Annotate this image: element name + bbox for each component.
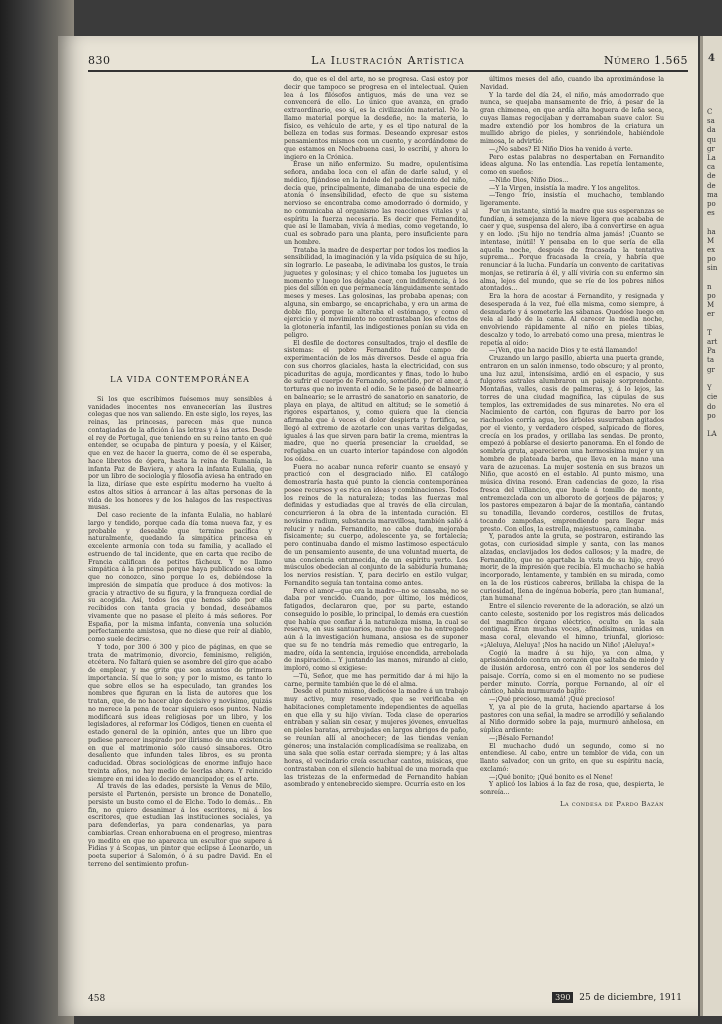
adjacent-text-fragment: da <box>707 126 716 135</box>
paragraph: Y aplicó los labios á la faz de rosa, que, despierta, le sonreía... <box>480 781 664 796</box>
paragraph: Y la tarde del día 24, el niño, más amodorrado que nunca, se quejaba mansamente de frío, á pesar de la gran chimenea, en que ardía alta hoguera de leña seca, cuyas llamas regocijaban y derramaban suave calor. Su madre extendió por los hombros de la criatura un mullido abrigo de pieles, y sonriéndole, habiéndole mimosa, le advirtió: <box>480 91 664 145</box>
publication-title: La Ilustración Artística <box>311 54 465 67</box>
adjacent-text-fragment: LA <box>707 430 717 439</box>
paragraph: Trataba la madre de despertar por todos los medios la sensibilidad, la imaginación y la vida psíquica de su hijo, sin lograrlo. Le paseaba, le adivinaba los gustos, le traía juguetes y golosinas; y el chico tomaba los juguetes un momento y luego los dejaba caer, con indiferencia, á los pies del sillón en que permanecía lánguidamente sentado meses y meses. Las golosinas, las probaba apenas; con alguna, sin embargo, se encaprichaba, y era un arma de doble filo, porque le alteraba el estómago, y como el ejercicio y el movimiento no contrastaban los efectos de la glotonería infantil, las indigestiones ponían su vida en peligro. <box>284 246 468 339</box>
adjacent-text-fragment: de <box>707 172 716 181</box>
adjacent-text-fragment <box>700 218 722 227</box>
paragraph: Y, ya al pie de la gruta, haciendo apartarse á los pastores con una señal, la madre se arrodilló y señalando al Niño dormido sobre la paja, murmuró anhelosa, en súplica ardiente: <box>480 703 664 734</box>
adjacent-text-fragment: gr <box>707 144 715 153</box>
paragraph: —¡Qué precioso, mamá! ¡Qué precioso! <box>489 696 616 703</box>
paragraph: Del caso reciente de la infanta Eulalia, no hablaré largo y tendido, porque cada día toma nueva faz, y es probable y deseable que termine pacífica y naturalmente, quedando la simpática princesa en excelente armonía con toda su familia, y acallado el estruendo de tal incidente, que en carta que recibo de Francia califican de petites fâcheux. Y no llamo simpática á la princesa porque haya publicado esa obra que no conozco, sino porque lo es, debiéndose la impresión de simpatía que produce á dos motivos: la gracia y atractivo de su figura, y la franqueza cordial de su acogida. Así, todos los que hemos sido por ella recibidos con tanta gracia y bondad, deseábamos vivamente que no pasase el pleito á más señores. Por España, por la misma infanta, convenía una solución perfectamente amistosa, que no diese que reír al diablo, como suele decirse. <box>88 512 272 643</box>
adjacent-text-fragment: T <box>707 328 712 337</box>
paragraph: Por un instante, sintió la madre que sus esperanzas se fundían, á semejanza de la nieve ligera que acababa de caer y que, suspensa del alero, iba á convertirse en agua y en lodo. ¡Su hijo no tendría alma jamás! ¡Cuanto se intentase, inútil! Y pensaba en lo que sería de ella aquella noche, después de fracasada la tentativa suprema... Porque fracasada la creía, y habría que renunciar á la lucha. Fundaría un convento de caritativas monjas, se retiraría á él, y allí viviría con su enfermo sin alma, lejos del mundo, que se ríe de los pobres niños atontados... <box>480 207 664 293</box>
adjacent-text-fragment: ta <box>707 356 714 365</box>
paragraph: Y, parados ante la gruta, se postraron, estirando las gotas, con curiosidad simple y santa, con las manos alzadas, enclavijados los dedos callosos; y la madre, de Fernandito, que no apartaba la vista de su hijo, creyó morir, de la impresión que recibía. El muchacho se había incorporado, lentamente, y también en su mirada, como en la de los rústicos cabreros, brillaba la chispa de la curiosidad, llena de ingénua bobería, pero ¡tan humana!, ¡tan humana! <box>480 533 664 603</box>
paragraph: Desde el punto mismo, dedicóse la madre á un trabajo muy activo, muy reservado, que se verificaba en habitaciones completamente independientes de aquellas en que ella y su hijo vivían. Toda clase de operarios entraban y salían sin cesar, y mujeres jóvenes, envueltas en pieles baratas, arrebujadas en largos abrigos de paño, se reunían allí al anochecer; de las tiendas venían géneros; una instalación complicadísima se realizaba, en una sala que solía estar cerrada siempre; y á las altas horas, el vecindario creía escuchar cantos, músicas, que contrastaban con el silencio habitual de una morada que las tristezas de la enfermedad de Fernandito habían asombrado y entenebrecido siempre. Ocurría esto en los <box>284 688 468 789</box>
page-number: 830 <box>88 54 111 67</box>
paragraph: —¡Bésalo Fernando! <box>489 734 554 742</box>
adjacent-text-fragment: cie <box>707 393 718 402</box>
adjacent-text-fragment: er <box>707 310 715 319</box>
text-column-3 <box>480 76 664 809</box>
adjacent-page-edge <box>700 36 722 1016</box>
adjacent-text-fragment: po <box>707 200 716 209</box>
paragraph: Cruzando un largo pasillo, abierta una puerta grande, entraron en un salón inmenso, todo obscuro; y al pronto, una luz azul, intensísima, ardió en el espacio, y sus fulgores astrales alumbraron un paisaje sorprendente. Montañas, valles, casis de palmeras, y, á lo lejos, las torres de una ciudad magnífica, las cúpulas de sus templos, las extremidades de sus minaretes. No era el Nacimiento de cartón, con figuras de barro por los riachuelos corría agua, los árboles susurraban agitados por el viento, y verdadero césped, salpicado de flores, crecía en los prados, y orillaba las sendas. De pronto, empezó á poblarse el desierto panorama. En el fondo de sombría gruta, aparecieron una hermosísima mujer y un hombre de plateada barba, que lleva en la mano una vara de azucenas. La mujer sostenía en sus brazos un Niño, que acostó en el establo. Al punto mismo, una música divina resonó. Eran cadencias de gozo, la risa fresca del villancico, que huele á tomillo de monte, entremezclada con un alboroto de gorjeos de pájaros; y los pastores empezaron á bajar de la montaña, cantando su tonadilla, llevando corderos, cestillos de frutas, tocando zampoñas, emprendiendo para llegar más presto. Con ellos, la estrella, majestuosa, caminaba. <box>480 355 664 533</box>
adjacent-text-fragment: es <box>707 209 715 218</box>
paragraph: Érase un niño enfermizo. Su madre, opulentísima señora, andaba loca con el afán de darle salud, y el médico, fijándose en la índole del padecimiento del niño, decía que, principalmente, dimanaba de una especie de atonía ó insensibilidad, efecto de que su sistema nervioso se encontraba como amodorrado ó dormido, y no comunicaba al organismo las reacciones vitales y al espíritu la fuerza necesaria. Es decir que Fernandito, que así le llamaban, vivía á medias, como vegetando, lo cual es sobrado para una planta, pero insuficiente para un hombre. <box>284 161 468 246</box>
adjacent-text-fragment: ha <box>707 227 716 236</box>
adjacent-text-fragment: qu <box>707 135 716 144</box>
adjacent-text-fragment: Pa <box>707 347 716 356</box>
paragraph: Fuera no acabar nunca referir cuanto se ensayó y practicó con el desgraciado niño. El catálogo demostraría hasta qué punto la ciencia contemporánea posee recursos y es rica en ideas y combinaciones. Todos los reinos de la naturaleza; todas las fuerzas mal definidas y estudiadas que al través de ella circulan, concurrieron á la obra de la intentada curación. El novísimo radium, substancia maravillosa, también salió á relucir y nada. Fernandito, no cabe duda, mejoraba físicamente; su cuerpo, adolescente ya, se fortalecía; pero continuaba dando el mismo lastimoso espectáculo de un pensamiento ausente, de una voluntad muerta, de una conciencia entumecida, de un espíritu yerto. Los músculos obedecían al conjunto de la sabiduría humana; los nervios resistían. Y, para decirlo en estilo vulgar, Fernandito seguía tan tontaina como antes. <box>284 463 468 587</box>
adjacent-text-fragment: do <box>707 402 716 411</box>
adjacent-text-fragment: gr <box>707 365 715 374</box>
adjacent-page-number: 4 <box>708 53 715 64</box>
issue-date: 25 de diciembre, 1911 <box>579 993 682 1003</box>
adjacent-text-fragment: de <box>707 181 716 190</box>
paragraph: Pero estas palabras no despertaban en Fernandito ideas alguna. No las entendía. Las repetía lentamente, como en sueños: <box>480 153 664 176</box>
adjacent-text-fragment <box>700 320 722 329</box>
text-column-1 <box>88 376 272 869</box>
page-header <box>88 52 688 72</box>
section-title: LA VIDA CONTEMPORÁNEA <box>110 375 250 384</box>
adjacent-text-fragment: La <box>707 154 716 163</box>
adjacent-text-fragment <box>700 421 722 430</box>
adjacent-text-fragment: Y <box>707 384 712 393</box>
paragraph: —¿No sabes? El Niño Dios ha venido á verte. <box>489 145 633 153</box>
paragraph: Y todo, por 300 ó 300 y pico de páginas, en que se trata de matrimonio, divorcio, feminismo, religión, etcétera. No faltará quien se asombre del giro que acabo de emplear, y me grite que son asuntos de primera importancia. Sí que lo son; y por lo mismo, es tanto lo que sobre ellos se ha especulado, tan grandes los nombres que figuran en la lista de autores que los tratan, que, de no hacer algo decisivo y novísimo, quizás no merece la pena de tocar siquiera esos puntos. Nadie modificará sus ideas religiosas por un libro, y los legisladores, al reformar los Códigos, tienen en cuenta el estado general de la opinión, antes que un libro que pudiese parecer inspirado por ilirismo de una existencia en que el matrimonio sólo causó sinsabores. Otro desaliento que infunden tales libros, es su pronta caducidad. Obras sociológicas de enorme influjo hace treinta años, no hay medio de leerlas ahora. Y reincido siempre en mi idea lo decido emancipador, es el arte. <box>88 643 272 783</box>
paragraph: Era la hora de acostar á Fernandito, y resignada y desesperada á la vez, fué ella misma, como siempre, á desnudarle y á someterle las sábanas. Quedóse luego en vela al lado de la cama. Al carecer la media noche, envolviendo rápidamente al niño en pieles tibias, descalzo y todo, lo arrebató como una presa, mientras le repetía al oído: <box>480 293 664 347</box>
adjacent-text-fragment: sin <box>707 264 718 273</box>
adjacent-text-fragment: po <box>707 411 716 420</box>
adjacent-text-fragment: art <box>707 338 718 347</box>
paragraph: —Niño Dios, Niño Dios... <box>489 176 569 184</box>
adjacent-text-fragment: po <box>707 255 716 264</box>
paragraph: —Tengo frío, insistía el muchacho, temblando ligeramente. <box>480 192 664 207</box>
paragraph: —¡Qué bonito; ¡Qué bonito es el Nene! <box>489 773 614 781</box>
paragraph: Cogió la madre á su hijo, ya con alma, y aprisionándolo contra un corazón que saltaba de miedo y de ilusión ardorosa, entró con él por los senderos del paisaje. Corría, como si en el momento no se pudiese perder minuto. Corría, porque Fernando, al oír el cántico, había murmurado bajito: <box>480 649 664 696</box>
adjacent-text-fragment: M <box>707 236 715 245</box>
adjacent-text-fragment: ca <box>707 163 716 172</box>
adjacent-text-fragment: sa <box>707 117 715 126</box>
page-gutter <box>700 36 703 1016</box>
adjacent-text-fragment: C <box>707 108 713 116</box>
page-folio: 458 <box>88 994 106 1004</box>
author-signature: La condesa de Pardo Bazán <box>559 799 664 808</box>
page-footer-date <box>552 992 682 1003</box>
paragraph: do, que es el del arte, no se progresa. Casi estoy por decir que tampoco se progresa en el intelectual. Quien lea á los filósofos antiguos, más de una vez se convencerá de ello. Lo único que avanza, en grado extraordinario, eso sí, es la civilización material. No la llamo material porque la desdeñe, no: la materia, lo físico, es vehículo de arte, y es el tipo natural de la belleza en todas sus formas. Deseando expresar estos pensamientos mismos con un cuento, y acordándome de que estamos en Nochebuena casi, lo escribí, y ahora lo ingiero en la Crónica. <box>284 76 468 161</box>
paragraph: —Y la Virgen, insistía la madre. Y los angelitos. <box>489 184 640 192</box>
paragraph: Al través de las edades, persiste la Venus de Milo, persiste el Partenón, persiste un bronce de Donatello, persiste un busto como el de Elche. Todo lo demás... En fin, no quiero desanimar á los escritores, ni á los escritores, que estudian las instituciones sociales, ya para defenderlas, ya para condenarlas, ya para cambiarlas. Crean enhorabuena en el progreso, mientras yo medito en que no aparezca un escultor que supere á Fidias y á Scopas, un pintor que eclipse á Leonardo, un poeta superior á Salomón, ó á su padre David. En el terreno del sentimiento profun- <box>88 783 272 868</box>
paragraph: últimos meses del año, cuando iba aproximándose la Navidad. <box>480 76 664 91</box>
folio-badge: 390 <box>552 992 573 1003</box>
paragraph: Pero el amor—que era la madre—no se cansaba, no se daba por vencido. Cuando, por último, los médicos, fatigados, declararon que, por su parte, estando conseguido lo posible, lo principal, lo demás era cuestión que había que confiar á la naturaleza misma, la cual se reserva, en sus santuarios, mucho que no ha entregado aún á la investigación humana, ansiosa es de suponer que su fe no tendría más remedio que entregarlo, la madre, oída la sentencia, irguióse encendida, arrebolada de inspiración... Y juntando las manos, mirando al cielo, imploró, como si exigiese: <box>284 587 468 672</box>
adjacent-text-fragment <box>700 274 722 283</box>
adjacent-text-fragment: M <box>707 301 715 310</box>
adjacent-text-fragment: ma <box>707 190 718 199</box>
paragraph: Entre el silencio reverente de la adoración, se alzó un canto celeste, sostenido por los registros más delicados del magnífico órgano eléctrico, oculto en la sala contigua. Eran muchas voces, afinadísimas, unidas en masa coral, elevando el himno, triunfal, glorioso: «¡Aleluya, Aleluya! ¡Nos ha nacido un Niño! ¡Aleluya!» <box>480 603 664 649</box>
adjacent-text-fragment: po <box>707 292 716 301</box>
adjacent-text-fragment <box>700 375 722 384</box>
adjacent-text-fragment: n <box>707 282 712 291</box>
issue-number: Número 1.565 <box>604 54 688 67</box>
paragraph: —Tú, Señor, que me has permitido dar á mi hijo la carne, permite también que le dé el alma. <box>284 672 468 688</box>
paragraph: El desfile de doctores consultados, trajo el desfile de sistemas: el pobre Fernandito fué campo de experimentación de los más diversos. Desde el agua fría con sus chorros glaciales, hasta la electricidad, con sus picaduritas de aguja, mordicantes y finas, todo lo hubo de sufrir el cuerpo de Fernando, sometido, por el amor, á torturas que no inventa el odio. Se le paseó de balneario en balneario; se le arrastró de sanatorio en sanatorio, de playa en playa, de altitud en altitud; se le sometió á rigores espartanos, y, como quiera que la ciencia afirmaba que á veces el dolor despierta y fortifica, se llegó al extremo de azotarle con unas varitas delgadas, iguales á las que sirven para batir la crema, mientras la madre, que no quería presenciar la crueldad, se refugiaba en un cuarto interior tapándose con algodón los oídos... <box>284 339 468 463</box>
paragraph: El muchacho dudó un segundo, como si no entendiese. Al cabo, entre un temblor de vida, con un llanto salvador, con un grito, en que su espíritu nacía, exclamó: <box>480 742 664 773</box>
text-column-2 <box>284 76 468 789</box>
paragraph: —¡Ven, que ha nacido Dios y te está llamando! <box>489 347 638 355</box>
adjacent-text-fragment: ex <box>707 246 716 255</box>
magazine-page <box>58 36 698 1016</box>
paragraph: Si los que escribimos fuésemos muy sensibles á vanidades inocentes nos envanecerían las ilustres colegas que nos van saliendo. En este siglo, los reyes, las reinas, las princesas, parecen más que nunca contagiadas de la afición á las letras y á las artes. Desde el rey de Portugal, que teniendo en su reino tanto en qué entender, se ocupaba de pintura y poesía, y el Káiser, que en vez de hacer la guerra, como de él se esperaba, hace libretos de ópera, hasta la reina de Rumanía, la infanta Paz de Baviera, y ahora la infanta Eulalia, que por un libro de sociología y filosofía aviesa ha entrado en la liza, diríase que este espíritu moderno ha vuelto á estos altos sitios á arrancar á las altas personas de la vida de los honores y de los halagos de las respectivas musas. <box>88 395 272 512</box>
